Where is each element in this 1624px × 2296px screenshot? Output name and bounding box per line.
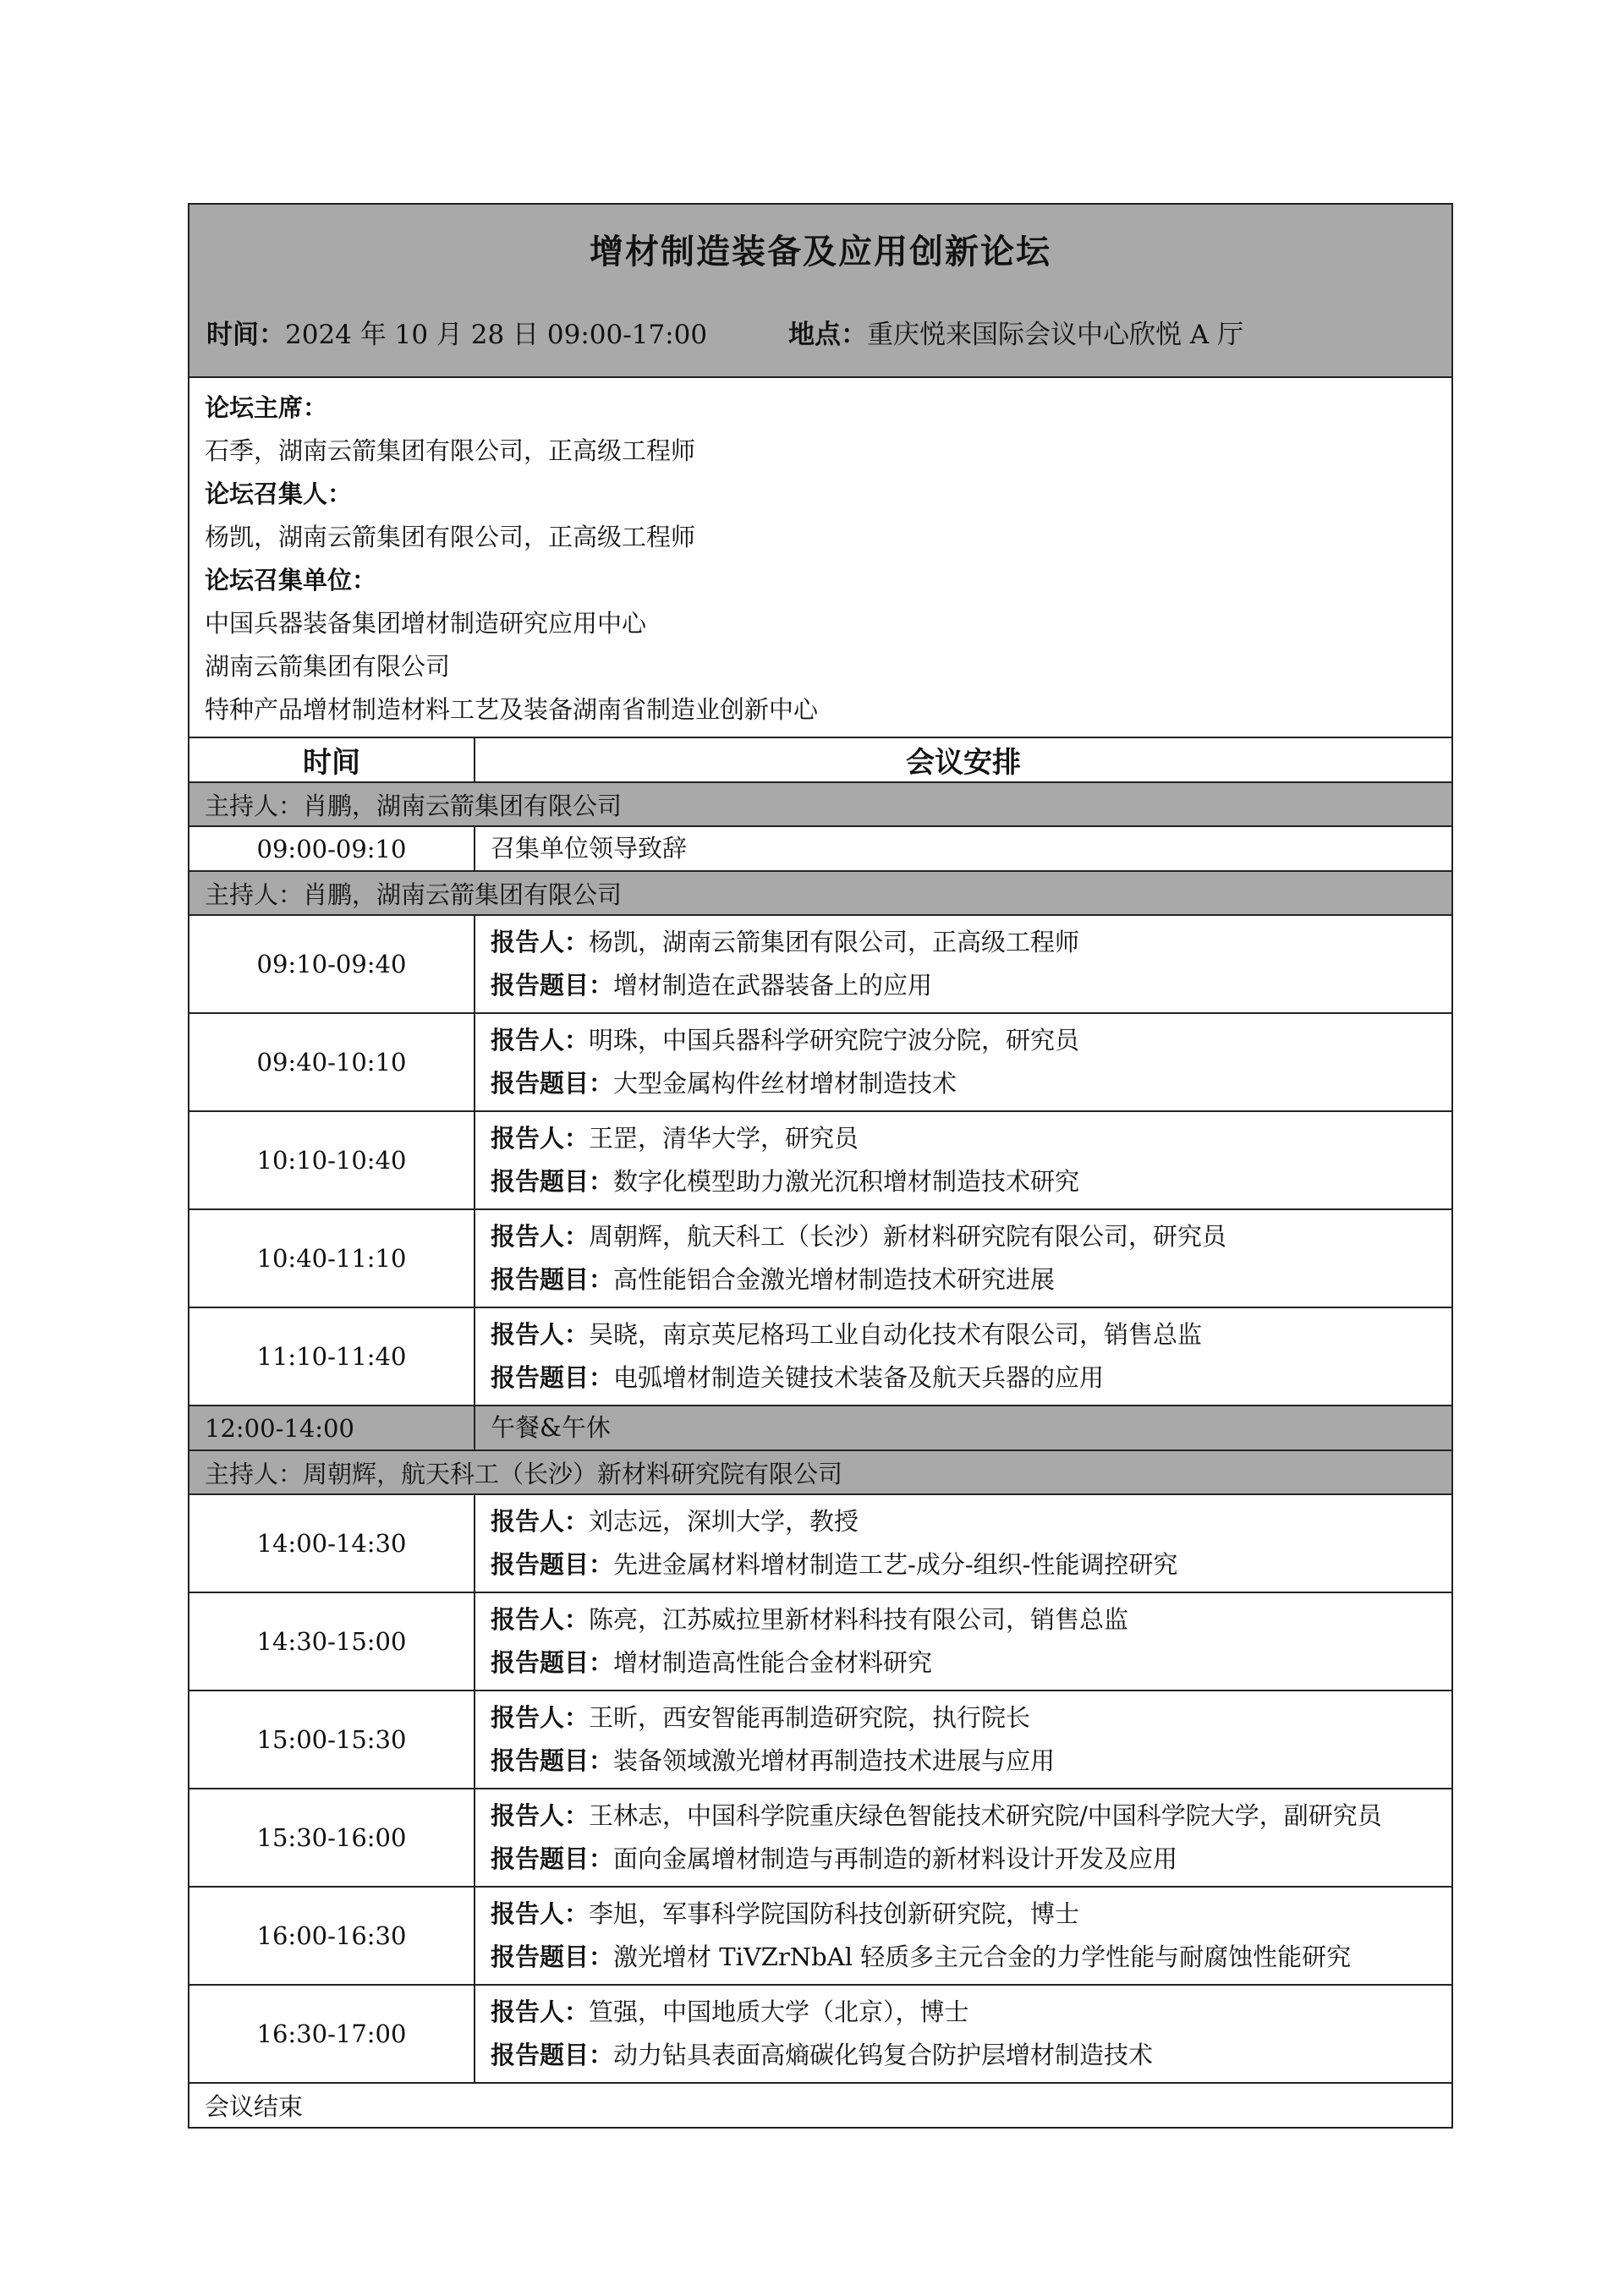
lunch-row — [189, 1406, 1451, 1450]
speaker-label: 报告人： — [491, 928, 590, 956]
table-header-row — [189, 738, 1451, 782]
time-cell: 10:40-11:10 — [189, 1209, 475, 1307]
units-label: 论坛召集单位： — [205, 566, 377, 595]
topic-label: 报告题目： — [491, 1844, 614, 1873]
place-label: 地点： — [788, 320, 868, 350]
table-row — [189, 826, 1451, 871]
time-cell: 15:00-15:30 — [189, 1690, 475, 1789]
speaker-line — [491, 921, 1436, 964]
talk-cell — [475, 1307, 1451, 1406]
topic-line — [491, 1641, 1436, 1685]
speaker-label: 报告人： — [491, 1899, 590, 1928]
time-cell: 16:30-17:00 — [189, 1985, 475, 2083]
host-text: 主持人：周朝辉，航天科工（长沙）新材料研究院有限公司 — [189, 1450, 1451, 1494]
talk-row — [189, 1111, 1451, 1209]
topic-text: 动力钻具表面高熵碳化钨复合防护层增材制造技术 — [613, 2041, 1154, 2069]
time-place-line — [206, 313, 1435, 351]
schedule-table — [189, 738, 1451, 2127]
talk-row — [189, 1013, 1451, 1111]
talk-cell — [475, 1111, 1451, 1209]
host-text: 主持人：肖鹏，湖南云箭集团有限公司 — [189, 871, 1451, 915]
agenda-column-header: 会议安排 — [906, 746, 1021, 780]
chair-label: 论坛主席： — [205, 393, 328, 422]
time-cell: 14:30-15:00 — [189, 1592, 475, 1690]
speaker-text: 陈亮，江苏威拉里新材料科技有限公司，销售总监 — [589, 1605, 1129, 1634]
topic-text: 增材制造在武器装备上的应用 — [613, 971, 933, 1000]
topic-label: 报告题目： — [491, 1265, 614, 1294]
speaker-text: 王林志，中国科学院重庆绿色智能技术研究院/中国科学院大学，副研究员 — [589, 1801, 1382, 1830]
speaker-label: 报告人： — [491, 1703, 590, 1732]
time-column-header: 时间 — [189, 738, 475, 782]
speaker-text: 刘志远，深圳大学，教授 — [589, 1507, 859, 1536]
talk-row — [189, 1307, 1451, 1406]
forum-info — [189, 378, 1451, 738]
talk-row — [189, 1985, 1451, 2083]
time-cell: 12:00-14:00 — [189, 1406, 475, 1450]
unit-item: 特种产品增材制造材料工艺及装备湖南省制造业创新中心 — [205, 695, 819, 724]
talk-cell — [475, 1013, 1451, 1111]
speaker-line — [491, 1991, 1436, 2034]
speaker-text: 明珠，中国兵器科学研究院宁波分院，研究员 — [589, 1026, 1080, 1055]
speaker-label: 报告人： — [491, 1124, 590, 1153]
topic-label: 报告题目： — [491, 2041, 614, 2069]
talk-cell — [475, 1494, 1451, 1592]
topic-text: 高性能铝合金激光增材制造技术研究进展 — [613, 1265, 1056, 1294]
topic-label: 报告题目： — [491, 1363, 614, 1392]
speaker-line — [491, 1598, 1436, 1641]
topic-label: 报告题目： — [491, 1648, 614, 1677]
unit-item: 中国兵器装备集团增材制造研究应用中心 — [205, 609, 647, 638]
speaker-text: 李旭，军事科学院国防科技创新研究院，博士 — [589, 1899, 1080, 1928]
convener-label: 论坛召集人： — [205, 479, 353, 508]
time-cell: 16:00-16:30 — [189, 1887, 475, 1985]
host-text: 主持人：肖鹏，湖南云箭集团有限公司 — [189, 782, 1451, 826]
topic-text: 激光增材 TiVZrNbAl 轻质多主元合金的力学性能与耐腐蚀性能研究 — [613, 1943, 1352, 1971]
program-header — [189, 205, 1451, 378]
speaker-line — [491, 1313, 1436, 1356]
speaker-text: 周朝辉，航天科工（长沙）新材料研究院有限公司，研究员 — [589, 1222, 1227, 1251]
speaker-label: 报告人： — [491, 1222, 590, 1251]
host-row — [189, 871, 1451, 915]
topic-line — [491, 1543, 1436, 1586]
speaker-label: 报告人： — [491, 1997, 590, 2026]
topic-line — [491, 1062, 1436, 1105]
time-cell: 10:10-10:40 — [189, 1111, 475, 1209]
chair-text: 石季，湖南云箭集团有限公司，正高级工程师 — [205, 436, 696, 465]
speaker-label: 报告人： — [491, 1507, 590, 1536]
talk-row — [189, 1494, 1451, 1592]
topic-text: 电弧增材制造关键技术装备及航天兵器的应用 — [613, 1363, 1105, 1392]
speaker-line — [491, 1019, 1436, 1062]
topic-line — [491, 1740, 1436, 1783]
time-cell: 15:30-16:00 — [189, 1789, 475, 1887]
speaker-line — [491, 1117, 1436, 1160]
speaker-line — [491, 1500, 1436, 1543]
topic-text: 装备领域激光增材再制造技术进展与应用 — [613, 1746, 1056, 1775]
end-row — [189, 2083, 1451, 2127]
topic-label: 报告题目： — [491, 1069, 614, 1098]
speaker-line — [491, 1795, 1436, 1838]
time-cell: 11:10-11:40 — [189, 1307, 475, 1406]
talk-row — [189, 1690, 1451, 1789]
topic-line — [491, 1838, 1436, 1881]
agenda-cell: 午餐&午休 — [475, 1406, 1451, 1450]
talk-row — [189, 1789, 1451, 1887]
place-value: 重庆悦来国际会议中心欣悦 A 厅 — [867, 320, 1244, 350]
time-cell: 09:10-09:40 — [189, 915, 475, 1013]
topic-text: 先进金属材料增材制造工艺-成分-组织-性能调控研究 — [613, 1550, 1178, 1579]
host-row — [189, 782, 1451, 826]
forum-program — [188, 203, 1453, 2129]
page-title: 增材制造装备及应用创新论坛 — [590, 232, 1051, 271]
speaker-label: 报告人： — [491, 1320, 590, 1349]
speaker-text: 王昕，西安智能再制造研究院，执行院长 — [589, 1703, 1031, 1732]
time-cell: 14:00-14:30 — [189, 1494, 475, 1592]
speaker-line — [491, 1893, 1436, 1936]
host-row — [189, 1450, 1451, 1494]
speaker-line — [491, 1696, 1436, 1740]
time-cell: 09:40-10:10 — [189, 1013, 475, 1111]
talk-row — [189, 1209, 1451, 1307]
topic-line — [491, 1936, 1436, 1979]
talk-cell — [475, 1985, 1451, 2083]
end-text: 会议结束 — [189, 2083, 1451, 2127]
topic-text: 数字化模型助力激光沉积增材制造技术研究 — [613, 1167, 1080, 1196]
speaker-text: 笪强，中国地质大学（北京），博士 — [589, 1997, 969, 2026]
speaker-text: 吴晓，南京英尼格玛工业自动化技术有限公司，销售总监 — [589, 1320, 1203, 1349]
talk-cell — [475, 1789, 1451, 1887]
speaker-label: 报告人： — [491, 1801, 590, 1830]
talk-cell — [475, 1592, 1451, 1690]
topic-line — [491, 1258, 1436, 1301]
time-label: 时间： — [206, 320, 285, 350]
agenda-cell: 召集单位领导致辞 — [475, 826, 1451, 871]
topic-label: 报告题目： — [491, 971, 614, 1000]
time-cell: 09:00-09:10 — [189, 826, 475, 871]
topic-line — [491, 1356, 1436, 1400]
topic-text: 面向金属增材制造与再制造的新材料设计开发及应用 — [613, 1844, 1178, 1873]
topic-label: 报告题目： — [491, 1746, 614, 1775]
talk-row — [189, 1887, 1451, 1985]
time-value: 2024 年 10 月 28 日 09:00-17:00 — [285, 320, 708, 350]
topic-text: 增材制造高性能合金材料研究 — [613, 1648, 933, 1677]
unit-item: 湖南云箭集团有限公司 — [205, 652, 451, 681]
topic-label: 报告题目： — [491, 1943, 614, 1971]
talk-cell — [475, 1209, 1451, 1307]
topic-line — [491, 1160, 1436, 1203]
speaker-text: 杨凯，湖南云箭集团有限公司，正高级工程师 — [589, 928, 1080, 956]
convener-text: 杨凯，湖南云箭集团有限公司，正高级工程师 — [205, 523, 696, 551]
talk-row — [189, 915, 1451, 1013]
speaker-text: 王罡，清华大学，研究员 — [589, 1124, 859, 1153]
topic-line — [491, 2034, 1436, 2077]
speaker-line — [491, 1215, 1436, 1258]
talk-cell — [475, 1887, 1451, 1985]
topic-label: 报告题目： — [491, 1550, 614, 1579]
topic-label: 报告题目： — [491, 1167, 614, 1196]
talk-cell — [475, 1690, 1451, 1789]
speaker-label: 报告人： — [491, 1026, 590, 1055]
speaker-label: 报告人： — [491, 1605, 590, 1634]
topic-line — [491, 964, 1436, 1007]
topic-text: 大型金属构件丝材增材制造技术 — [613, 1069, 957, 1098]
talk-row — [189, 1592, 1451, 1690]
talk-cell — [475, 915, 1451, 1013]
